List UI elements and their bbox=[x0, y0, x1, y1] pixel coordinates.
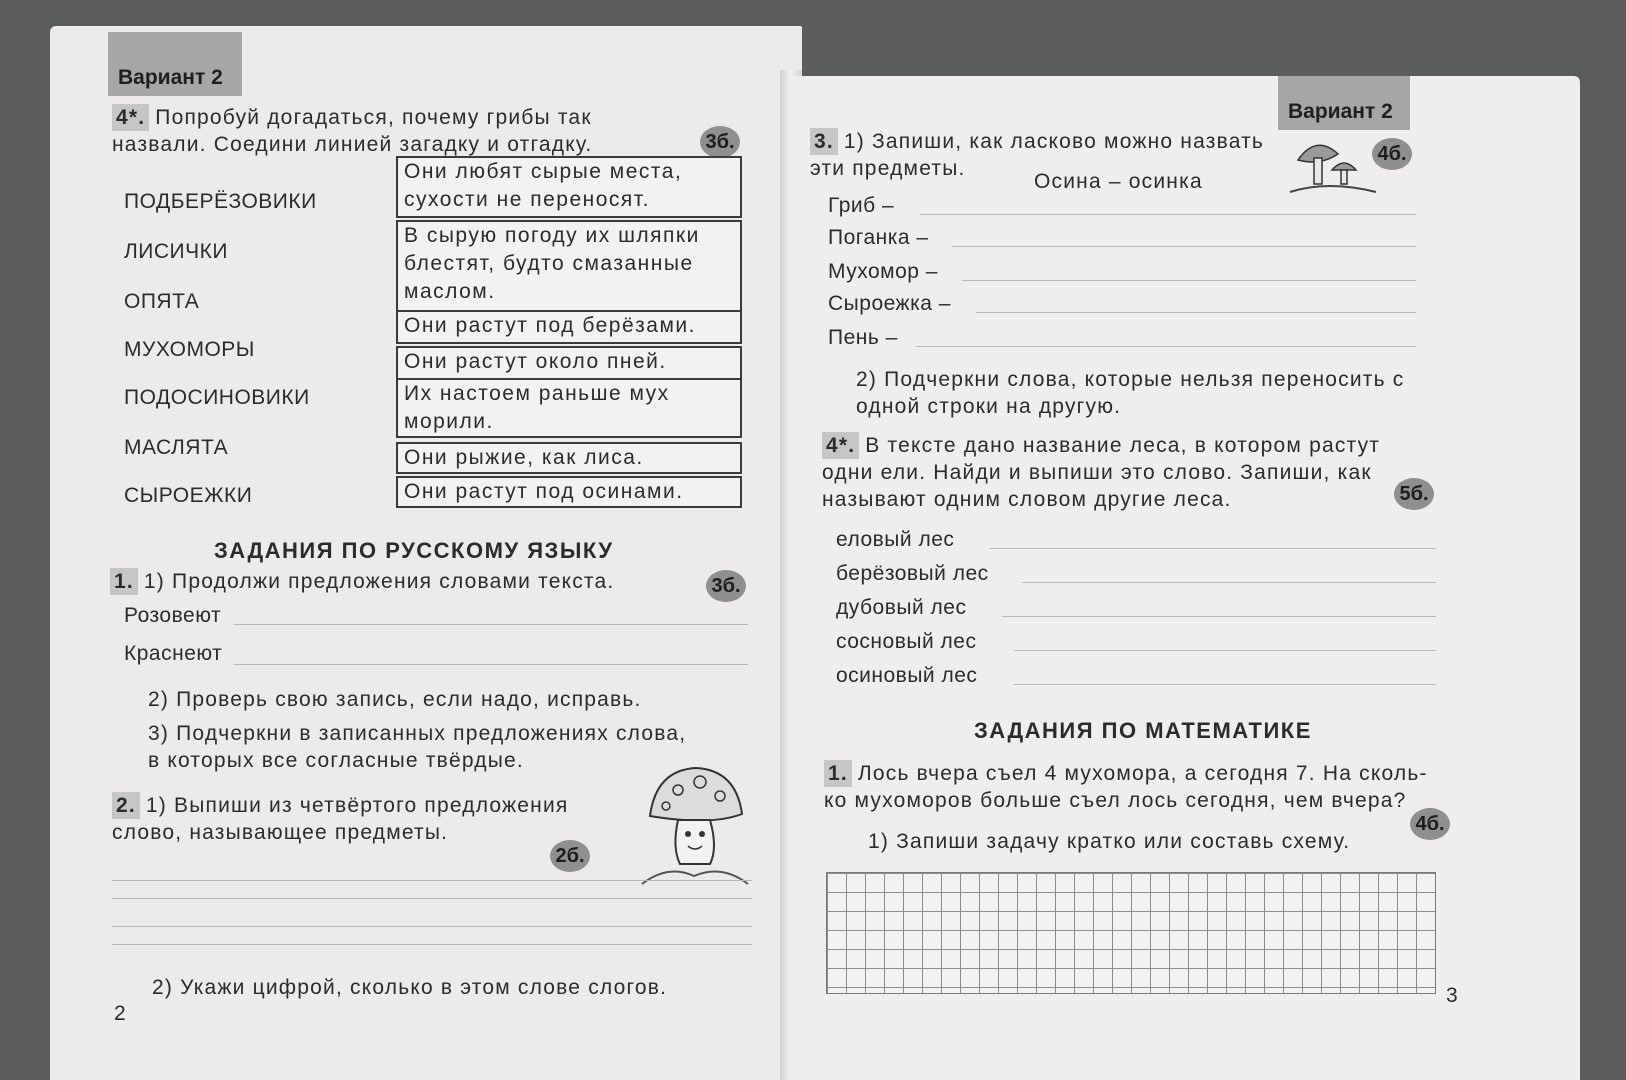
points-badge: 3б. bbox=[706, 570, 746, 602]
task3-text-line1: 1) Запиши, как ласково можно назвать bbox=[843, 130, 1265, 153]
math1-number: 1. bbox=[824, 760, 852, 787]
task3-step2 bbox=[856, 366, 1436, 420]
word-item: МУХОМОРЫ bbox=[124, 338, 255, 361]
task1-prompt bbox=[110, 568, 614, 595]
clue-line: Они растут под осинами. bbox=[404, 480, 684, 503]
task4-prompt bbox=[112, 104, 752, 158]
points-badge: 5б. bbox=[1394, 478, 1434, 510]
clue-line: сухости не переносят. bbox=[404, 188, 650, 211]
forest-label: берёзовый лес bbox=[836, 562, 989, 585]
clue-box[interactable] bbox=[396, 346, 742, 380]
writing-line[interactable] bbox=[1002, 616, 1436, 617]
clue-line: морили. bbox=[404, 410, 494, 433]
writing-line[interactable] bbox=[990, 548, 1436, 549]
clue-box[interactable] bbox=[396, 378, 742, 438]
writing-line[interactable] bbox=[916, 346, 1416, 347]
task4r-prompt bbox=[822, 432, 1442, 513]
task4r-text-line2: одни ели. Найди и выпиши это слово. Запиши, как bbox=[822, 461, 1372, 484]
task2-step2: 2) Укажи цифрой, сколько в этом слове слогов. bbox=[152, 976, 668, 999]
clue-line: Их настоем раньше мух bbox=[404, 382, 670, 405]
page-number-right: 3 bbox=[1446, 984, 1458, 1007]
sentence-start-label: Краснеют bbox=[124, 642, 223, 665]
clue-box[interactable] bbox=[396, 156, 742, 218]
forest-label: осиновый лес bbox=[836, 664, 978, 687]
task3-number: 3. bbox=[810, 128, 838, 155]
task3-example: Осина – осинка bbox=[1034, 170, 1203, 193]
task4-text-line2: назвали. Соедини линией загадку и отгадку. bbox=[112, 133, 593, 156]
mushrooms-icon bbox=[1288, 130, 1378, 200]
task1-step3-line1: 3) Подчеркни в записанных предложениях слова, bbox=[148, 722, 687, 745]
task3-step2-line1: 2) Подчеркни слова, которые нельзя переносить с bbox=[856, 368, 1405, 391]
math-section-heading: ЗАДАНИЯ ПО МАТЕМАТИКЕ bbox=[974, 718, 1312, 743]
points-badge: 3б. bbox=[700, 126, 740, 158]
task1-step2: 2) Проверь свою запись, если надо, исправь. bbox=[148, 688, 642, 711]
math1-prompt bbox=[824, 760, 1454, 814]
page-number-left: 2 bbox=[114, 1002, 126, 1025]
clue-box[interactable] bbox=[396, 310, 742, 344]
points-badge: 4б. bbox=[1372, 138, 1412, 170]
clue-line: Они рыжие, как лиса. bbox=[404, 446, 644, 469]
word-item: ЛИСИЧКИ bbox=[124, 240, 228, 263]
math1-text-line2: ко мухоморов больше съел лось сегодня, чем вчера? bbox=[824, 789, 1407, 812]
task1-step3-line2: в которых все согласные твёрдые. bbox=[148, 749, 524, 772]
word-item: ОПЯТА bbox=[124, 290, 200, 313]
task2-prompt bbox=[112, 792, 632, 846]
forest-label: еловый лес bbox=[836, 528, 955, 551]
writing-line[interactable] bbox=[920, 214, 1416, 215]
writing-line[interactable] bbox=[112, 926, 752, 927]
variant-tab-left bbox=[108, 32, 242, 96]
variant-label: Вариант 2 bbox=[118, 66, 223, 89]
writing-line[interactable] bbox=[112, 880, 752, 881]
clue-line: Они растут под берёзами. bbox=[404, 314, 696, 337]
clue-line: блестят, будто смазанные bbox=[404, 252, 694, 275]
task4r-text-line3: называют одним словом другие леса. bbox=[822, 488, 1232, 511]
item-label: Мухомор – bbox=[828, 260, 938, 283]
clue-box[interactable] bbox=[396, 442, 742, 474]
word-item: СЫРОЕЖКИ bbox=[124, 484, 253, 507]
writing-line[interactable] bbox=[962, 280, 1416, 281]
task4r-text-line1: В тексте дано название леса, в котором растут bbox=[865, 434, 1381, 457]
points-badge: 2б. bbox=[550, 840, 590, 872]
task1-text: 1) Продолжи предложения словами текста. bbox=[143, 570, 615, 593]
task2-text-line1: 1) Выпиши из четвёртого предложения bbox=[145, 794, 569, 817]
right-page bbox=[790, 76, 1580, 1080]
mushroom-character-icon bbox=[638, 764, 750, 890]
writing-line[interactable] bbox=[1022, 582, 1436, 583]
task4-number: 4*. bbox=[112, 104, 149, 131]
word-item: МАСЛЯТА bbox=[124, 436, 229, 459]
math1-text-line1: Лось вчера съел 4 мухомора, а сегодня 7. На сколь- bbox=[857, 762, 1428, 785]
word-item: ПОДБЕРЁЗОВИКИ bbox=[124, 190, 317, 213]
clue-box[interactable] bbox=[396, 476, 742, 508]
task1-number: 1. bbox=[110, 568, 138, 595]
sentence-start-label: Розовеют bbox=[124, 604, 222, 627]
clue-line: маслом. bbox=[404, 280, 496, 303]
task3-text-line2: эти предметы. bbox=[810, 157, 966, 180]
writing-line[interactable] bbox=[234, 624, 748, 625]
writing-line[interactable] bbox=[976, 312, 1416, 313]
task4r-number: 4*. bbox=[822, 432, 859, 459]
word-item: ПОДОСИНОВИКИ bbox=[124, 386, 310, 409]
clue-line: Они любят сырые места, bbox=[404, 160, 683, 183]
writing-line[interactable] bbox=[1014, 650, 1436, 651]
forest-label: дубовый лес bbox=[836, 596, 967, 619]
russian-section-heading: ЗАДАНИЯ ПО РУССКОМУ ЯЗЫКУ bbox=[214, 538, 614, 563]
writing-line[interactable] bbox=[1014, 684, 1436, 685]
squared-answer-grid[interactable] bbox=[826, 872, 1436, 994]
item-label: Поганка – bbox=[828, 226, 929, 249]
clue-line: В сырую погоду их шляпки bbox=[404, 224, 700, 247]
math1-step1: 1) Запиши задачу кратко или составь схему. bbox=[868, 830, 1351, 853]
task2-text-line2: слово, называющее предметы. bbox=[112, 821, 449, 844]
points-badge: 4б. bbox=[1410, 808, 1450, 840]
left-page bbox=[50, 26, 802, 1080]
clue-box[interactable] bbox=[396, 220, 742, 312]
writing-line[interactable] bbox=[112, 944, 752, 945]
item-label: Гриб – bbox=[828, 194, 895, 217]
forest-label: сосновый лес bbox=[836, 630, 977, 653]
clue-line: Они растут около пней. bbox=[404, 350, 667, 373]
writing-line[interactable] bbox=[112, 898, 752, 899]
variant-tab-right bbox=[1278, 76, 1410, 130]
writing-line[interactable] bbox=[952, 246, 1416, 247]
item-label: Сыроежка – bbox=[828, 292, 951, 315]
task3-step2-line2: одной строки на другую. bbox=[856, 395, 1122, 418]
item-label: Пень – bbox=[828, 326, 898, 349]
writing-line[interactable] bbox=[234, 664, 748, 665]
task4-text-line1: Попробуй догадаться, почему грибы так bbox=[155, 106, 592, 129]
variant-label: Вариант 2 bbox=[1288, 100, 1393, 123]
task2-number: 2. bbox=[112, 792, 140, 819]
